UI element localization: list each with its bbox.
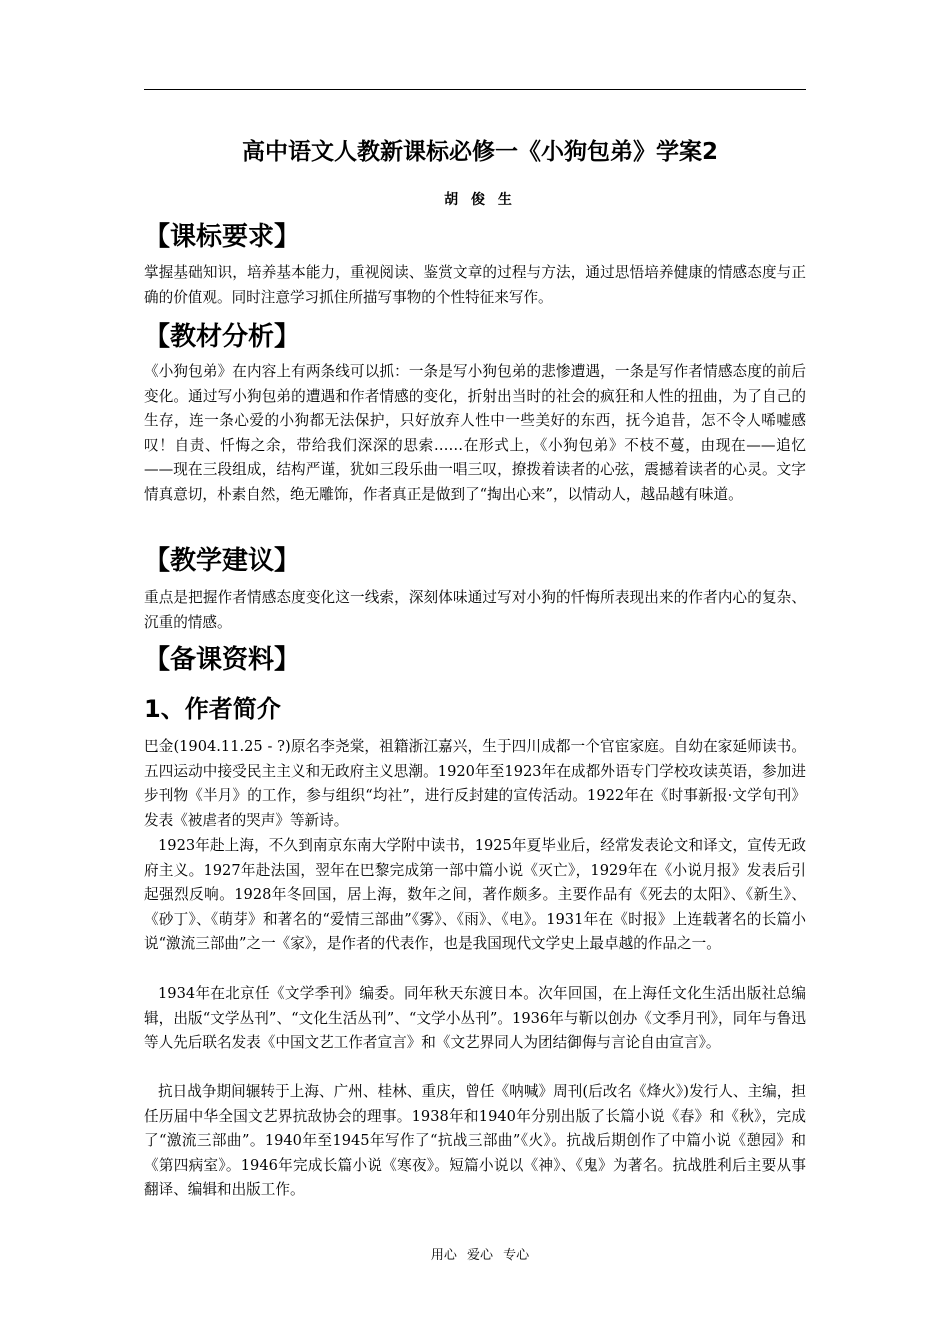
section-heading-jiaocai: 【教材分析】 bbox=[144, 322, 301, 352]
subheading-author-intro: 1、作者简介 bbox=[144, 695, 281, 723]
bio-paragraph-2: 1923年赴上海，不久到南京东南大学附中读书，1925年夏毕业后，经常发表论文和译文，宣传无政府主义。1927年赴法国，翌年在巴黎完成第一部中篇小说《灭亡》，1929年在《小说月报》发表后引起强烈反响。1928年冬回国，居上海，数年之间，著作颇多。主要作品有《死去的太阳》、《新生》、《砂丁》、《萌芽》和著名的“爱情三部曲”《雾》、《雨》、《电》。1931年在《时报》上连载著名的长篇小说“激流三部曲”之一《家》，是作者的代表作，也是我国现代文学史上最卓越的作品之一。 bbox=[144, 837, 806, 953]
section-heading-ziliao: 【备课资料】 bbox=[144, 645, 301, 675]
jiaocai-text: 《小狗包弟》在内容上有两条线可以抓：一条是写小狗包弟的悲惨遭遇，一条是写作者情感态度的前后变化。通过写小狗包弟的遭遇和作者情感的变化，折射出当时的社会的疯狂和人性的扭曲，为了自己的生存，连一条心爱的小狗都无法保护，只好放弃人性中一些美好的东西，抚今追昔，怎不令人唏嘘感叹！自责、忏悔之余，带给我们深深的思索……在形式上，《小狗包弟》不枝不蔓，由现在——追忆——现在三段组成，结构严谨，犹如三段乐曲一唱三叹，撩拨着读者的心弦，震撼着读者的心灵。文字情真意切，朴素自然，绝无雕饰，作者真正是做到了“掏出心来”，以情动人，越品越有味道。 bbox=[144, 363, 806, 503]
kebiao-text: 掌握基础知识，培养基本能力，重视阅读、鉴赏文章的过程与方法，通过思悟培养健康的情感态度与正确的价值观。同时注意学习抓住所描写事物的个性特征来写作。 bbox=[144, 264, 806, 306]
document-title: 高中语文人教新课标必修一《小狗包弟》学案2 bbox=[241, 139, 718, 165]
bio-paragraph-1: 巴金(1904.11.25 - ?)原名李尧棠，祖籍浙江嘉兴，生于四川成都一个官宦家庭。自幼在家延师读书。五四运动中接受民主主义和无政府主义思潮。1920年至1923年在成都外语专门学校攻读英语，参加进步刊物《半月》的工作，参与组织“均社”，进行反封建的宣传活动。1922年在《时事新报·文学旬刊》发表《被虐者的哭声》等新诗。 bbox=[144, 738, 806, 829]
page-footer: 用心 爱心 专心 bbox=[430, 1248, 530, 1263]
section-heading-kebiao: 【课标要求】 bbox=[144, 222, 301, 252]
bio-paragraph-3: 1934年在北京任《文学季刊》编委。同年秋天东渡日本。次年回国，在上海任文化生活出版社总编辑，出版“文学丛刊”、“文化生活丛刊”、“文学小丛刊”。1936年与靳以创办《文季月刊》，同年与鲁迅等人先后联名发表《中国文艺工作者宣言》和《文艺界同人为团结御侮与言论自由宣言》。 bbox=[144, 985, 806, 1052]
jianyi-text: 重点是把握作者情感态度变化这一线索，深刻体味通过写对小狗的忏悔所表现出来的作者内心的复杂、沉重的情感。 bbox=[144, 589, 806, 631]
bio-paragraph-4: 抗日战争期间辗转于上海、广州、桂林、重庆，曾任《呐喊》周刊(后改名《烽火》)发行人、主编，担任历届中华全国文艺界抗敌协会的理事。1938年和1940年分别出版了长篇小说《春》和《秋》，完成了“激流三部曲”。1940年至1945年写作了“抗战三部曲”《火》。抗战后期创作了中篇小说《憩园》和《第四病室》。1946年完成长篇小说《寒夜》。短篇小说以《神》、《鬼》为著名。抗战胜利后主要从事翻译、编辑和出版工作。 bbox=[144, 1083, 806, 1199]
header-rule bbox=[144, 89, 806, 90]
author-name: 胡 俊 生 bbox=[444, 192, 516, 208]
section-heading-jianyi: 【教学建议】 bbox=[144, 546, 301, 576]
